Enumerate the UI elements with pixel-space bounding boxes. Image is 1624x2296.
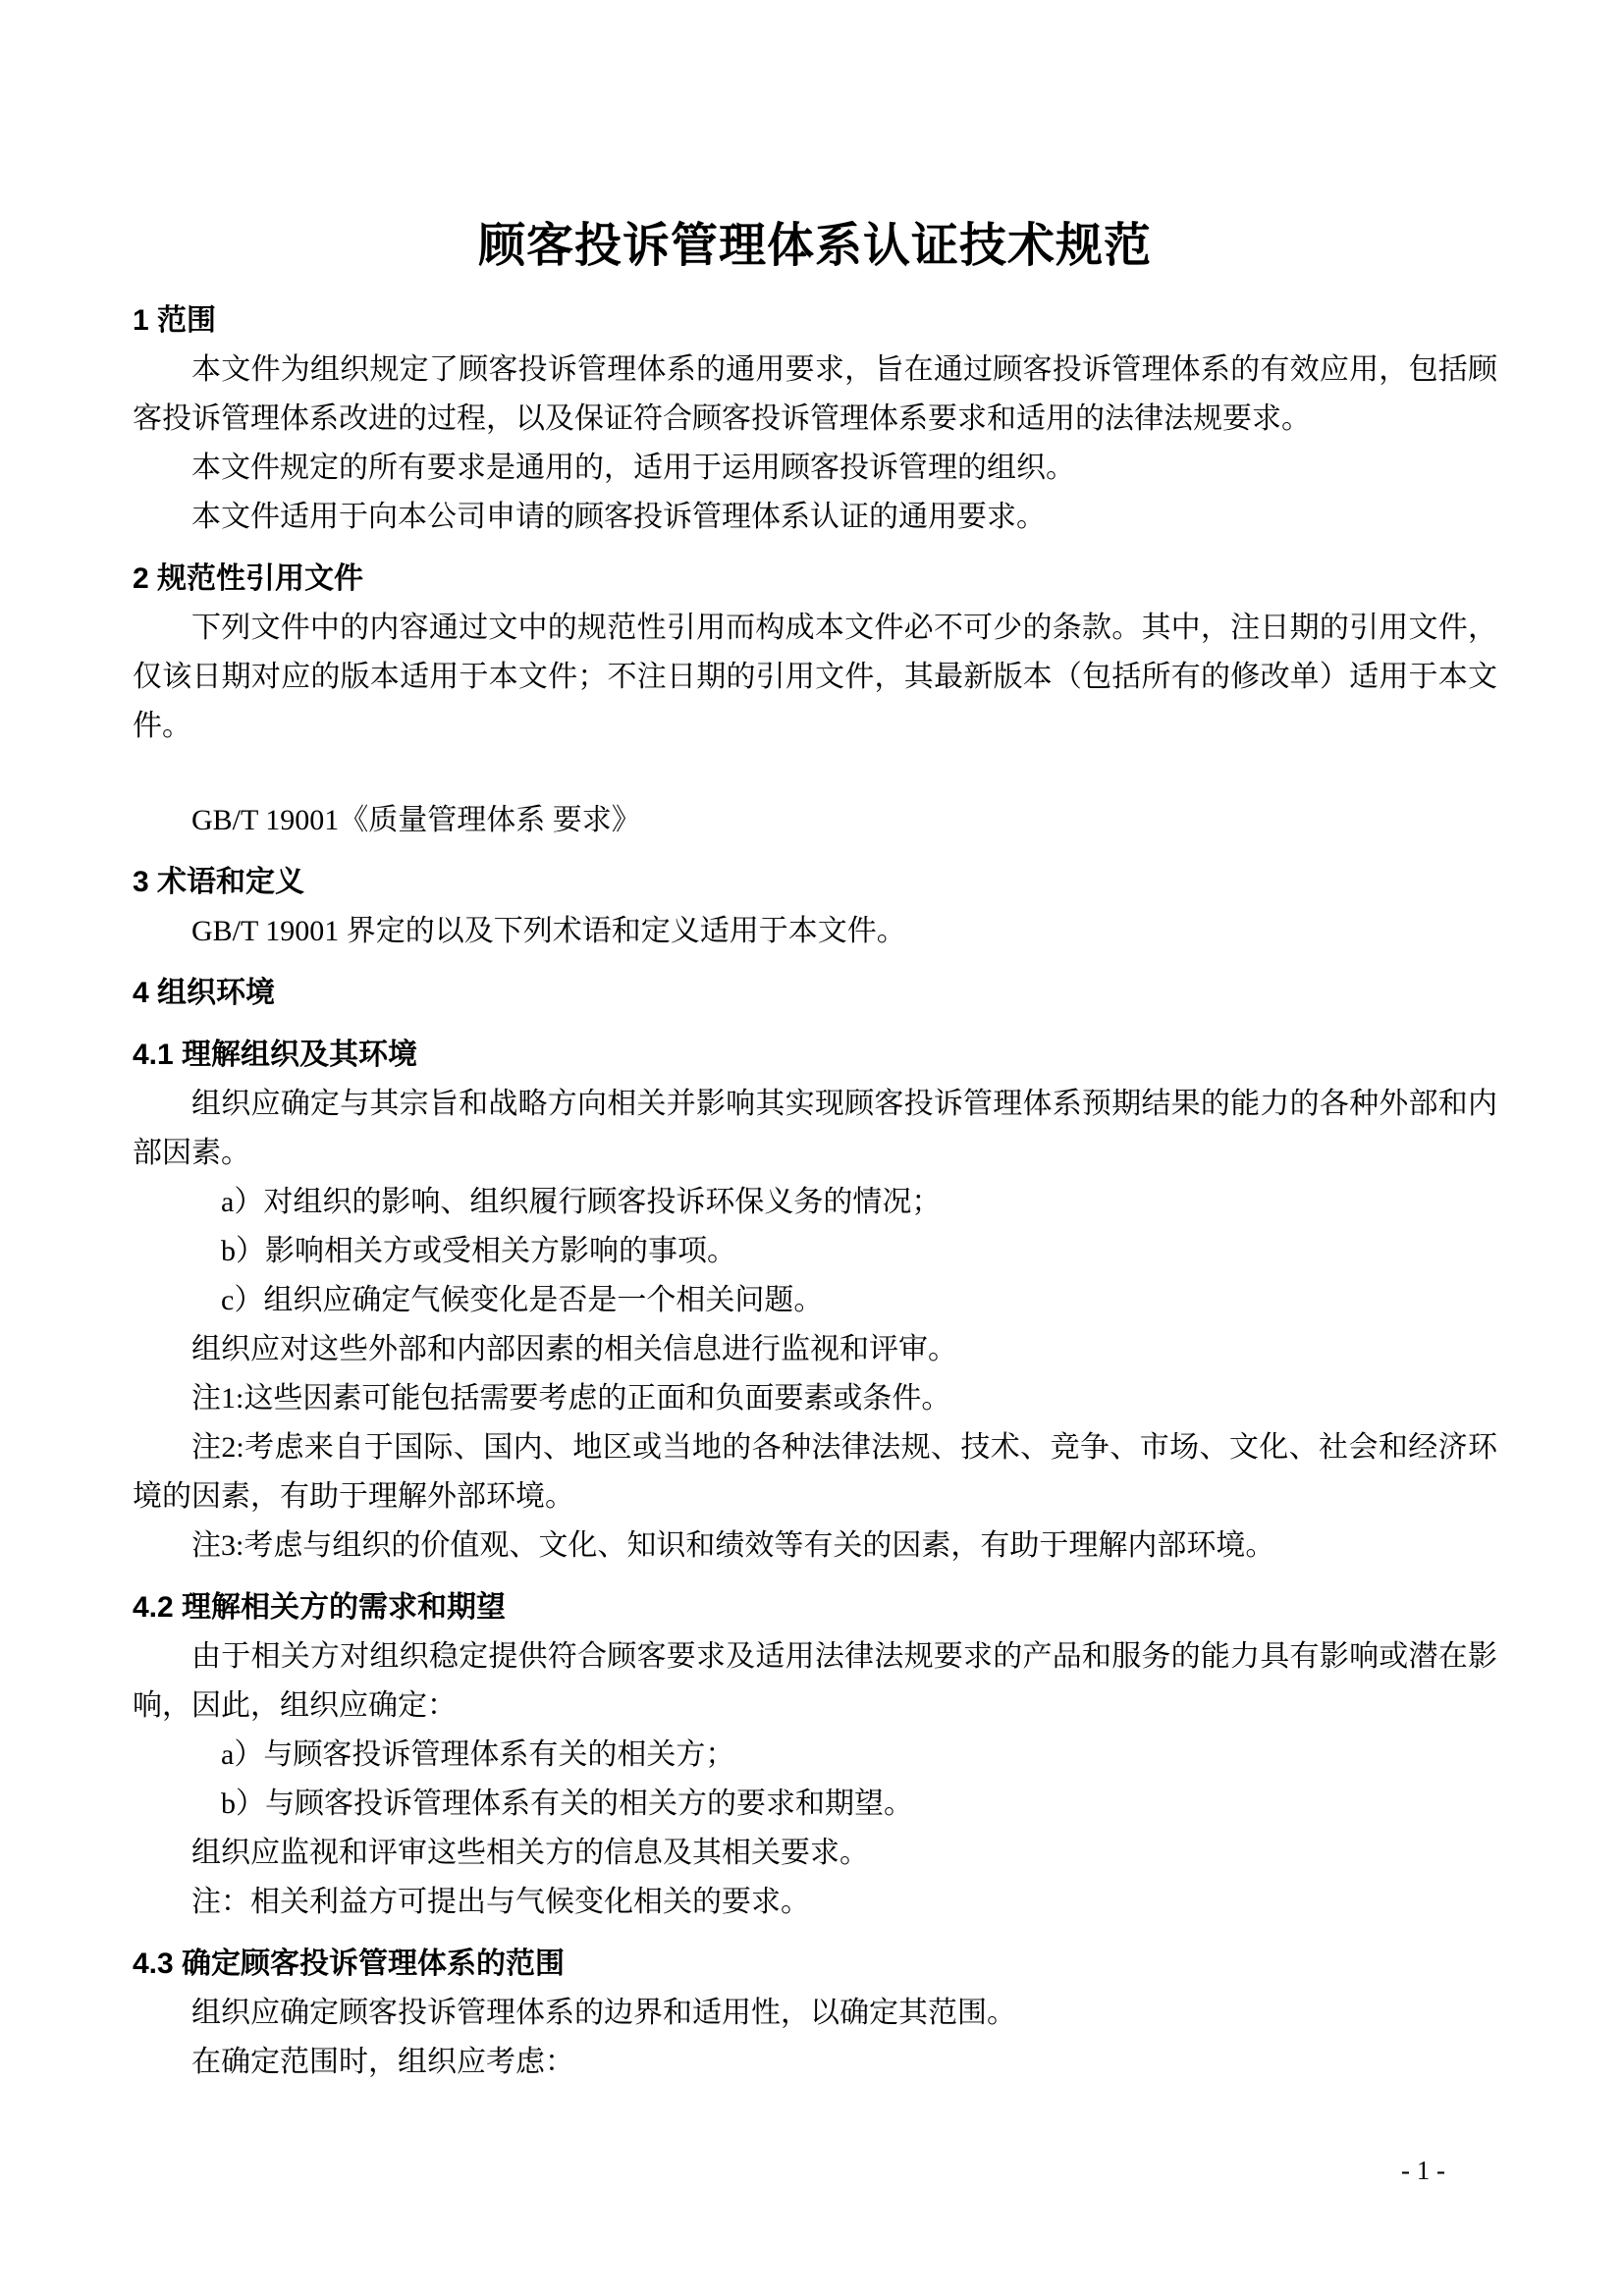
paragraph: 组织应对这些外部和内部因素的相关信息进行监视和评审。 [191,1332,957,1365]
paragraph: 组织应确定顾客投诉管理体系的边界和适用性，以确定其范围。 [191,1996,1016,2029]
note: 注1:这些因素可能包括需要考虑的正面和负面要素或条件。 [191,1381,951,1415]
page-number: - 1 - [1401,2156,1445,2185]
paragraph: 由于相关方对组织稳定提供符合顾客要求及适用法律法规要求的产品和服务的能力具有影响或潜在影响，因此，组织应确定： [133,1639,1497,1722]
list-item: b）影响相关方或受相关方影响的事项。 [221,1234,736,1267]
paragraph: 本文件适用于向本公司申请的顾客投诉管理体系认证的通用要求。 [191,500,1046,533]
paragraph: 本文件规定的所有要求是通用的，适用于运用顾客投诉管理的组织。 [191,451,1075,484]
paragraph: 在确定范围时，组织应考虑： [191,2045,574,2078]
section-heading: 4.3 确定顾客投诉管理体系的范围 [133,1947,566,1980]
section-heading: 4.1 理解组织及其环境 [133,1038,418,1071]
paragraph: GB/T 19001《质量管理体系 要求》 [191,803,641,836]
list-item: a）与顾客投诉管理体系有关的相关方； [221,1737,735,1771]
document-body [133,296,1497,2087]
paragraph: 组织应监视和评审这些相关方的信息及其相关要求。 [191,1836,869,1869]
paragraph: 下列文件中的内容通过文中的规范性引用而构成本文件必不可少的条款。其中，注日期的引用文件，仅该日期对应的版本适用于本文件；不注日期的引用文件，其最新版本（包括所有的修改单）适用于本文件。 [133,611,1497,742]
section-heading: 4.2 理解相关方的需求和期望 [133,1590,507,1624]
section-heading: 3 术语和定义 [133,865,305,898]
paragraph: 组织应确定与其宗旨和战略方向相关并影响其实现顾客投诉管理体系预期结果的能力的各种外部和内部因素。 [133,1087,1497,1169]
note: 注2:考虑来自于国际、国内、地区或当地的各种法律法规、技术、竞争、市场、文化、社会和经济环境的因素，有助于理解外部环境。 [133,1430,1497,1513]
section-heading: 1 范围 [133,303,217,337]
paragraph: GB/T 19001 界定的以及下列术语和定义适用于本文件。 [191,914,906,947]
note: 注：相关利益方可提出与气候变化相关的要求。 [191,1885,810,1918]
paragraph: 本文件为组织规定了顾客投诉管理体系的通用要求，旨在通过顾客投诉管理体系的有效应用，包括顾客投诉管理体系改进的过程，以及保证符合顾客投诉管理体系要求和适用的法律法规要求。 [133,352,1497,435]
note: 注3:考虑与组织的价值观、文化、知识和绩效等有关的因素，有助于理解内部环境。 [191,1528,1275,1562]
list-item: a）对组织的影响、组织履行顾客投诉环保义务的情况； [221,1185,942,1218]
section-heading: 2 规范性引用文件 [133,561,364,595]
list-item: b）与顾客投诉管理体系有关的相关方的要求和期望。 [221,1787,913,1820]
section-heading: 4 组织环境 [133,976,276,1009]
page-title: 顾客投诉管理体系认证技术规范 [477,220,1152,272]
list-item: c）组织应确定气候变化是否是一个相关问题。 [221,1283,824,1316]
